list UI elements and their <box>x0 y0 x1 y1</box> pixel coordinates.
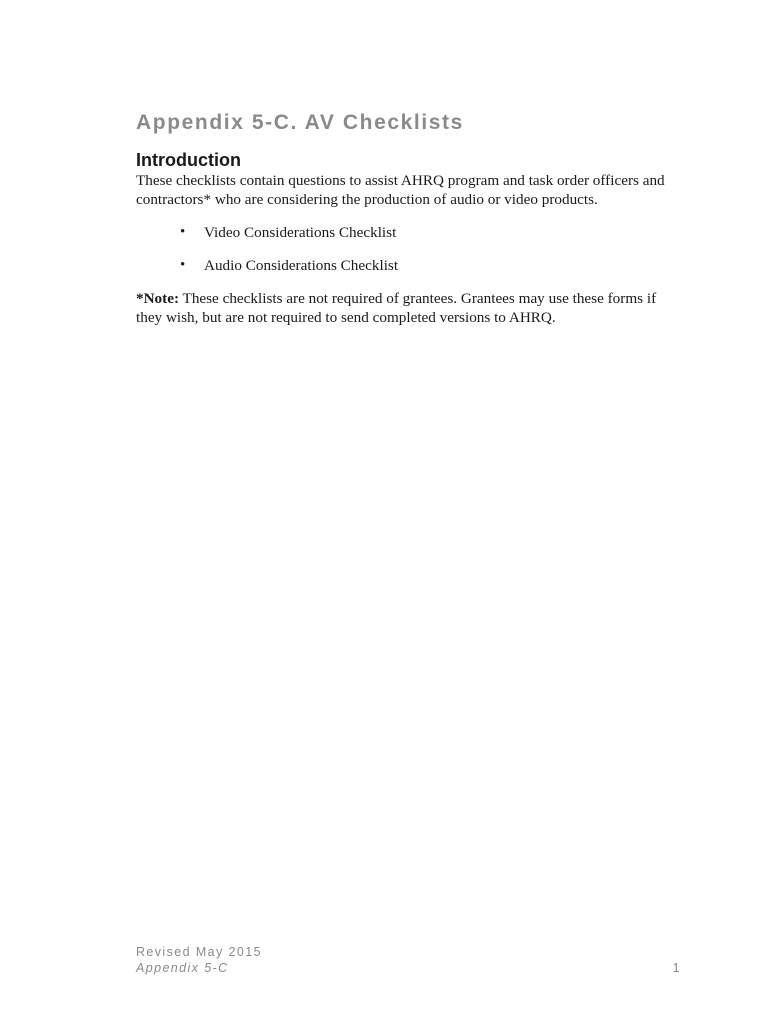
bullet-icon: • <box>180 257 186 273</box>
note-label: *Note: <box>136 290 180 307</box>
list-item <box>136 256 676 275</box>
appendix-title: Appendix 5-C. AV Checklists <box>136 111 464 134</box>
note-text: These checklists are not required of grantees. Grantees may use these forms if they wish, but are not required to send completed versions to AHRQ. <box>136 290 657 326</box>
page-footer <box>136 944 681 976</box>
checklist-list <box>136 223 676 275</box>
page-content <box>136 109 676 327</box>
page-number: 1 <box>672 961 681 975</box>
footer-appendix-ref: Appendix 5-C <box>136 961 229 975</box>
revised-date: Revised May 2015 <box>136 945 262 959</box>
list-item <box>136 223 676 242</box>
note-paragraph <box>136 289 676 327</box>
section-heading-introduction: Introduction <box>136 150 241 170</box>
bullet-icon: • <box>180 224 186 240</box>
intro-paragraph: These checklists contain questions to assist AHRQ program and task order officers and contractors* who are considering the production of audio or video products. <box>136 172 665 208</box>
list-item-label: Audio Considerations Checklist <box>204 257 399 274</box>
list-item-label: Video Considerations Checklist <box>204 224 397 241</box>
